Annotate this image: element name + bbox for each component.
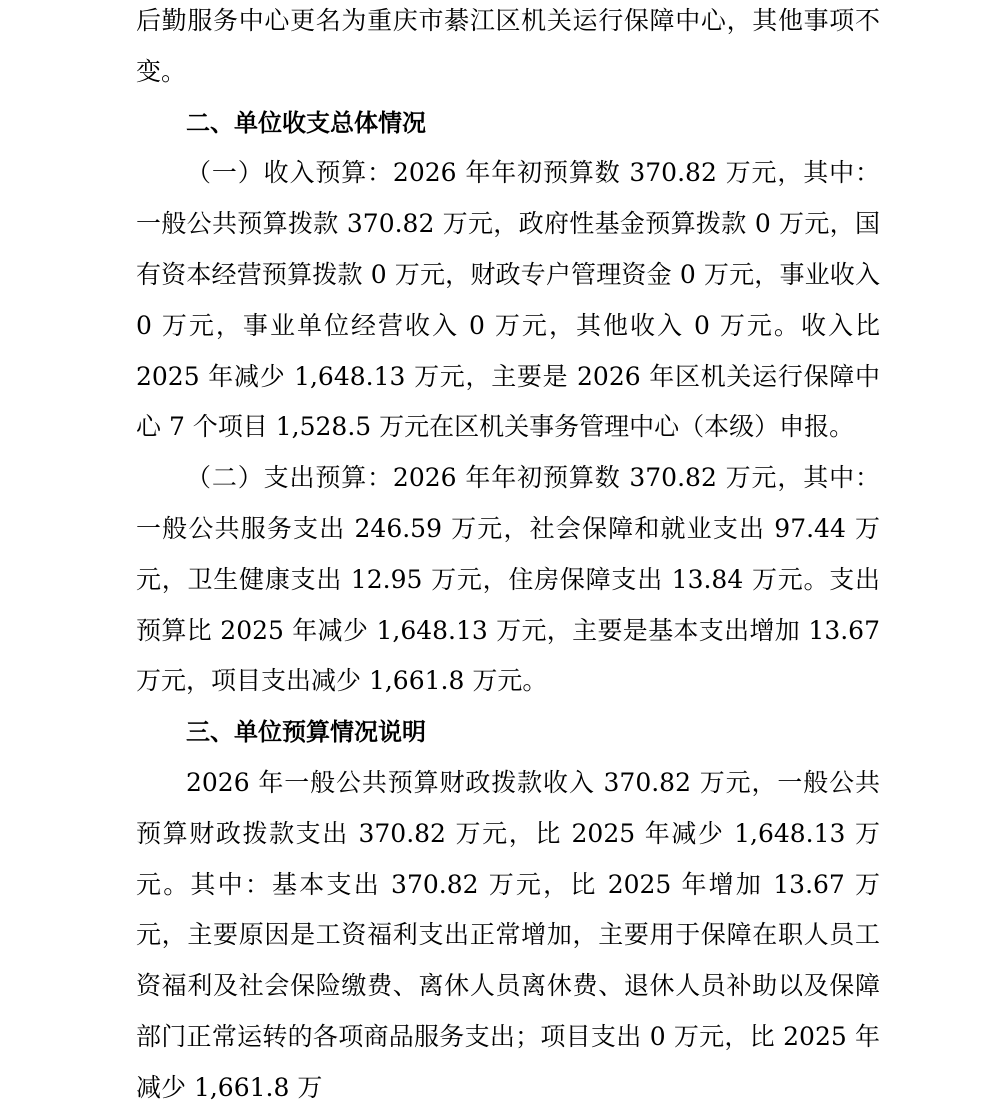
- paragraph-continuation: 后勤服务中心更名为重庆市綦江区机关运行保障中心，其他事项不变。: [136, 6, 880, 86]
- paragraph-general-budget: 2026 年一般公共预算财政拨款收入 370.82 万元，一般公共预算财政拨款支出 370.82 万元，比 2025 年减少 1,648.13 万元。其中：基本支出 370.82 万元，比 2025 年增加 13.67 万元，主要原因是工资福利支出正常增加，主要用于保障在职人员工资福利及社会保险缴费、离休人员离休费、退休人员补助以及保障部门正常运转的各项商品服务支出；项目支出 0 万元，比 2025 年减少 1,661.8 万: [136, 767, 880, 1102]
- document-body: [136, 0, 880, 1114]
- section-heading-budget-explanation: 三、单位预算情况说明: [186, 718, 426, 747]
- section-heading-budget-overview: 二、单位收支总体情况: [186, 108, 426, 137]
- paragraph-expense-budget: （二）支出预算：2026 年年初预算数 370.82 万元，其中：一般公共服务支出 246.59 万元，社会保障和就业支出 97.44 万元，卫生健康支出 12.95 万元，住房保障支出 13.84 万元。支出预算比 2025 年减少 1,648.13 万元，主要是基本支出增加 13.67 万元，项目支出减少 1,661.8 万元。: [136, 463, 880, 696]
- paragraph-income-budget: （一）收入预算：2026 年年初预算数 370.82 万元，其中：一般公共预算拨款 370.82 万元，政府性基金预算拨款 0 万元，国有资本经营预算拨款 0 万元，财政专户管理资金 0 万元，事业收入 0 万元，事业单位经营收入 0 万元，其他收入 0 万元。收入比 2025 年减少 1,648.13 万元，主要是 2026 年区机关运行保障中心 7 个项目 1,528.5 万元在区机关事务管理中心（本级）申报。: [136, 158, 880, 442]
